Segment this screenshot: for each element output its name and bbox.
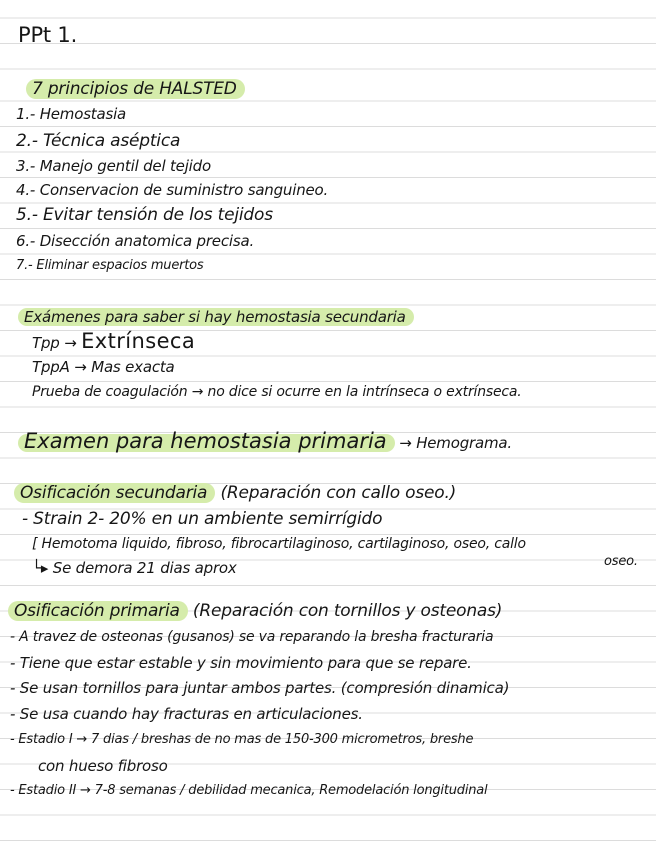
estadio-1-label: - Estadio I	[10, 732, 73, 747]
halsted-item-1: 1.- Hemostasia	[16, 105, 127, 123]
osificacion-primaria-item-2: - Tiene que estar estable y sin movimiento para que se repare.	[10, 654, 472, 672]
arrow-icon: →	[64, 334, 77, 352]
arrow-icon: →	[191, 384, 204, 400]
tpp-value: Extrínseca	[81, 329, 196, 353]
osificacion-primaria-line	[8, 600, 502, 622]
osificacion-primaria-note: (Reparación con tornillos y osteonas)	[192, 601, 503, 621]
arrow-icon: →	[399, 434, 412, 452]
hemostasia-secundaria-heading	[18, 306, 414, 328]
tppa-label: TppA	[32, 358, 70, 376]
estadio-2-text: 7-8 semanas / debilidad mecanica, Remodelación longitudinal	[94, 783, 488, 798]
halsted-item-5: 5.- Evitar tensión de los tejidos	[16, 205, 273, 225]
halsted-heading-highlight: 7 principios de HALSTED	[26, 79, 245, 99]
prueba-label: Prueba de coagulación	[32, 384, 188, 400]
halsted-item-7: 7.- Eliminar espacios muertos	[16, 258, 204, 273]
estadio-1-continuation: con hueso fibroso	[38, 757, 168, 775]
fases-continuation: oseo.	[604, 554, 638, 569]
osificacion-primaria-item-1: - A travez de osteonas (gusanos) se va reparando la bresha fracturaria	[10, 629, 494, 645]
osificacion-primaria-heading: Osificación primaria	[8, 601, 188, 621]
osificacion-primaria-item-3: - Se usan tornillos para juntar ambos partes. (compresión dinamica)	[10, 679, 510, 697]
estadio-1-text: 7 dias / breshas de no mas de 150-300 micrometros, breshe	[91, 732, 474, 747]
tppa-line	[32, 356, 175, 378]
osificacion-secundaria-line	[14, 482, 456, 504]
hemostasia-primaria-value: Hemograma.	[416, 434, 512, 452]
bracket-icon: [	[32, 536, 38, 552]
fases-text: Hemotoma liquido, fibroso, fibrocartilaginoso, cartilaginoso, oseo, callo	[41, 536, 526, 552]
hemostasia-secundaria-highlight: Exámenes para saber si hay hemostasia secundaria	[18, 308, 414, 326]
arrow-icon: →	[80, 783, 91, 798]
page-title: PPt 1.	[18, 23, 78, 47]
halsted-item-6: 6.- Disección anatomica precisa.	[16, 232, 255, 250]
fases-line	[32, 533, 526, 555]
tpp-line	[32, 330, 195, 354]
return-arrow-icon: └▸	[32, 559, 49, 577]
tpp-label: Tpp	[32, 334, 60, 352]
demora-text: Se demora 21 dias aprox	[52, 559, 237, 577]
hemostasia-primaria-heading	[18, 429, 395, 453]
prueba-value: no dice si ocurre en la intrínseca o extrínseca.	[207, 384, 522, 400]
osificacion-primaria-item-4: - Se usa cuando hay fracturas en articulaciones.	[10, 705, 363, 723]
arrow-icon: →	[76, 732, 88, 747]
demora-line	[32, 557, 237, 579]
osificacion-secundaria-note: (Reparación con callo oseo.)	[220, 483, 457, 503]
halsted-item-4: 4.- Conservacion de suministro sanguineo.	[16, 181, 329, 199]
halsted-item-3: 3.- Manejo gentil del tejido	[16, 157, 211, 175]
halsted-item-2: 2.- Técnica aséptica	[16, 131, 181, 151]
osificacion-secundaria-heading: Osificación secundaria	[14, 483, 215, 503]
estadio-2-line	[10, 780, 487, 802]
arrow-icon: →	[74, 358, 87, 376]
prueba-line	[32, 381, 522, 403]
tppa-value: Mas exacta	[91, 358, 175, 376]
estadio-2-label: - Estadio II	[10, 783, 77, 798]
strain-line: - Strain 2- 20% en un ambiente semirrígido	[22, 509, 383, 529]
hemostasia-primaria-heading-text: Examen para hemostasia primaria	[24, 429, 387, 453]
hemostasia-primaria-line	[18, 430, 512, 454]
halsted-heading	[26, 78, 245, 100]
estadio-1-line	[10, 729, 473, 751]
